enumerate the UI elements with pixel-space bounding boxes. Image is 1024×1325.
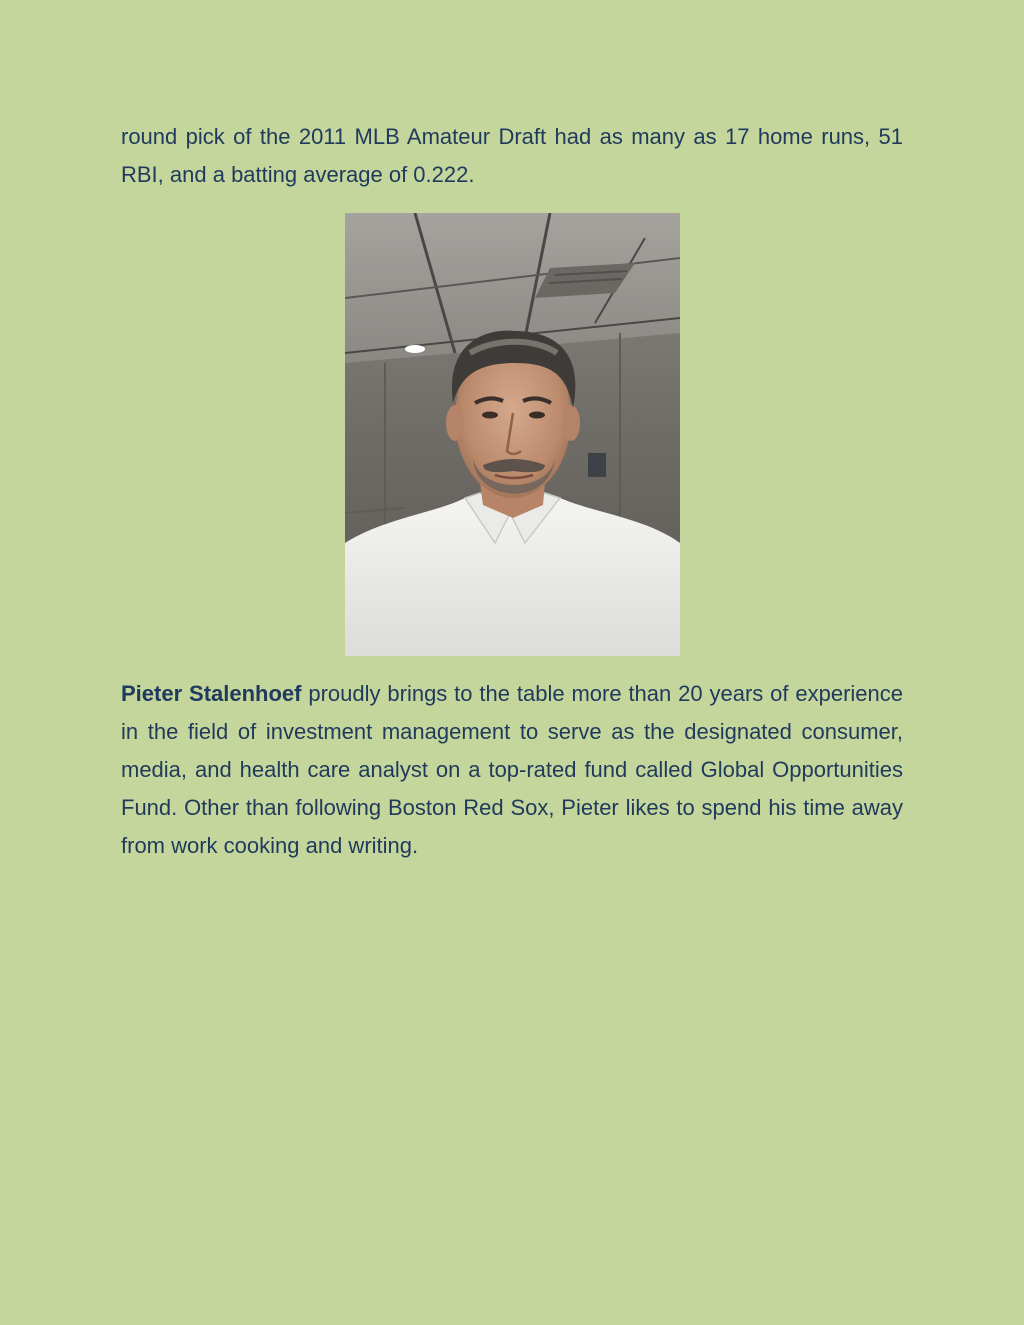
bio-text: proudly brings to the table more than 20 years of experience in the field of investment management to serve as the designated consumer, media, and health care analyst on a top-rated fund called Global Opportunities Fund. Other than following Boston Red Sox, Pieter likes to spend his time away from work cooking and writing.	[121, 681, 903, 858]
document-page	[121, 118, 903, 865]
portrait-photo	[345, 213, 680, 656]
person-name: Pieter Stalenhoef	[121, 681, 302, 706]
intro-paragraph: round pick of the 2011 MLB Amateur Draft had as many as 17 home runs, 51 RBI, and a batting average of 0.222.	[121, 124, 903, 187]
portrait-image	[345, 213, 680, 656]
bio-paragraph	[121, 675, 903, 865]
